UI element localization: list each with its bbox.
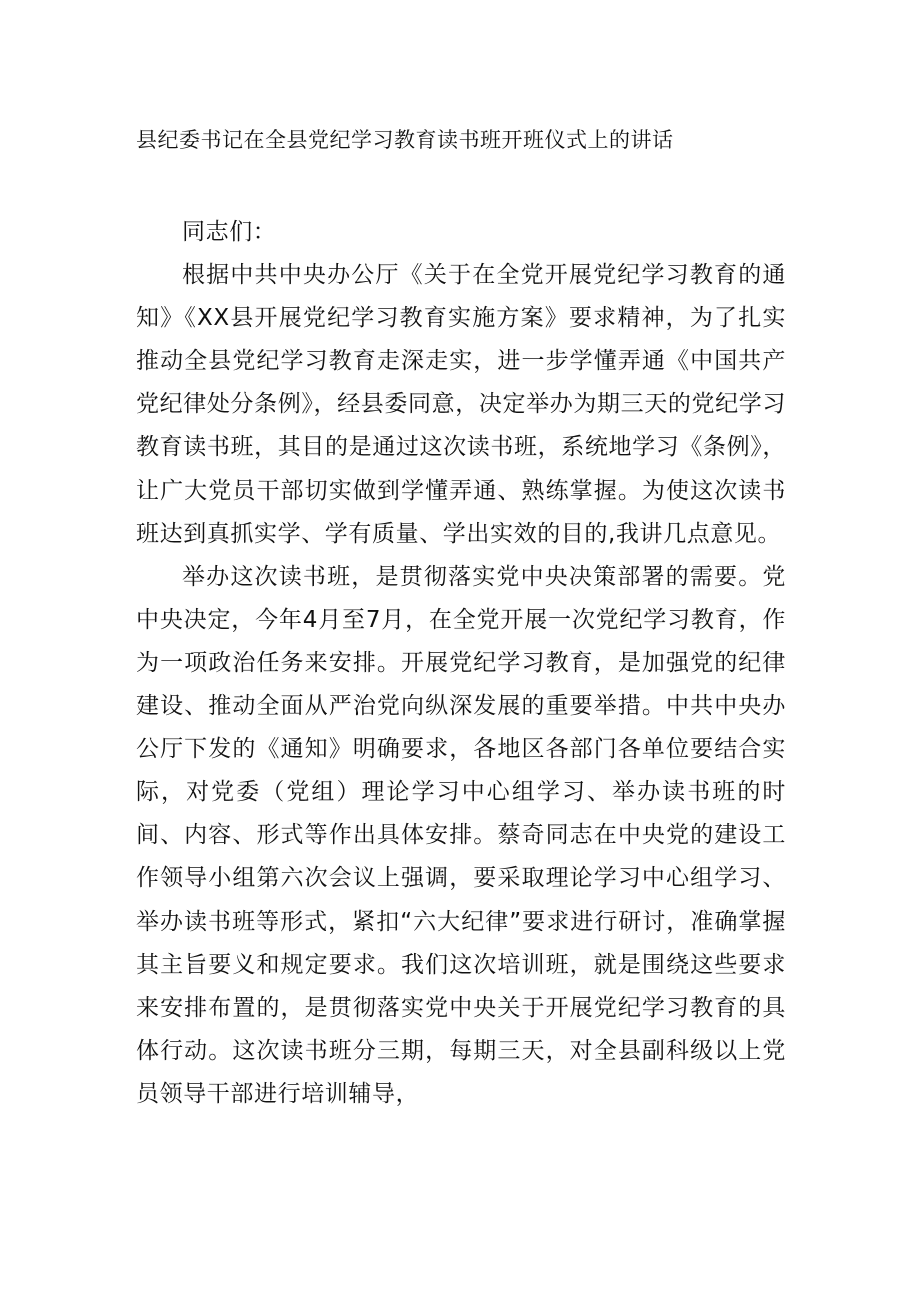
document-body [136,211,786,1116]
salutation: 同志们： [182,219,277,245]
paragraph-2: 举办这次读书班，是贯彻落实党中央决策部署的需要。党中央决定，今年4月至7月，在全党开展一次党纪学习教育，作为一项政治任务来安排。开展党纪学习教育，是加强党的纪律建设、推动全面从严治党向纵深发展的重要举措。中共中央办公厅下发的《通知》明确要求，各地区各部门各单位要结合实际，对党委（党组）理论学习中心组学习、举办读书班的时间、内容、形式等作出具体安排。蔡奇同志在中央党的建设工作领导小组第六次会议上强调，要采取理论学习中心组学习、举办读书班等形式，紧扣“六大纪律”要求进行研讨，准确掌握其主旨要义和规定要求。我们这次培训班，就是围绕这些要求来安排布置的，是贯彻落实党中央关于开展党纪学习教育的具体行动。这次读书班分三期，每期三天，对全县副科级以上党员领导干部进行培训辅导， [136,563,786,1107]
document-title: 县纪委书记在全县党纪学习教育读书班开班仪式上的讲话 [136,128,674,152]
paragraph-1: 根据中共中央办公厅《关于在全党开展党纪学习教育的通知》《XX县开展党纪学习教育实施方案》要求精神，为了扎实推动全县党纪学习教育走深走实，进一步学懂弄通《中国共产党纪律处分条例》，经县委同意，决定举办为期三天的党纪学习教育读书班，其目的是通过这次读书班，系统地学习《条例》，让广大党员干部切实做到学懂弄通、熟练掌握。为使这次读书班达到真抓实学、学有质量、学出实效的目的,我讲几点意见。 [136,262,786,547]
